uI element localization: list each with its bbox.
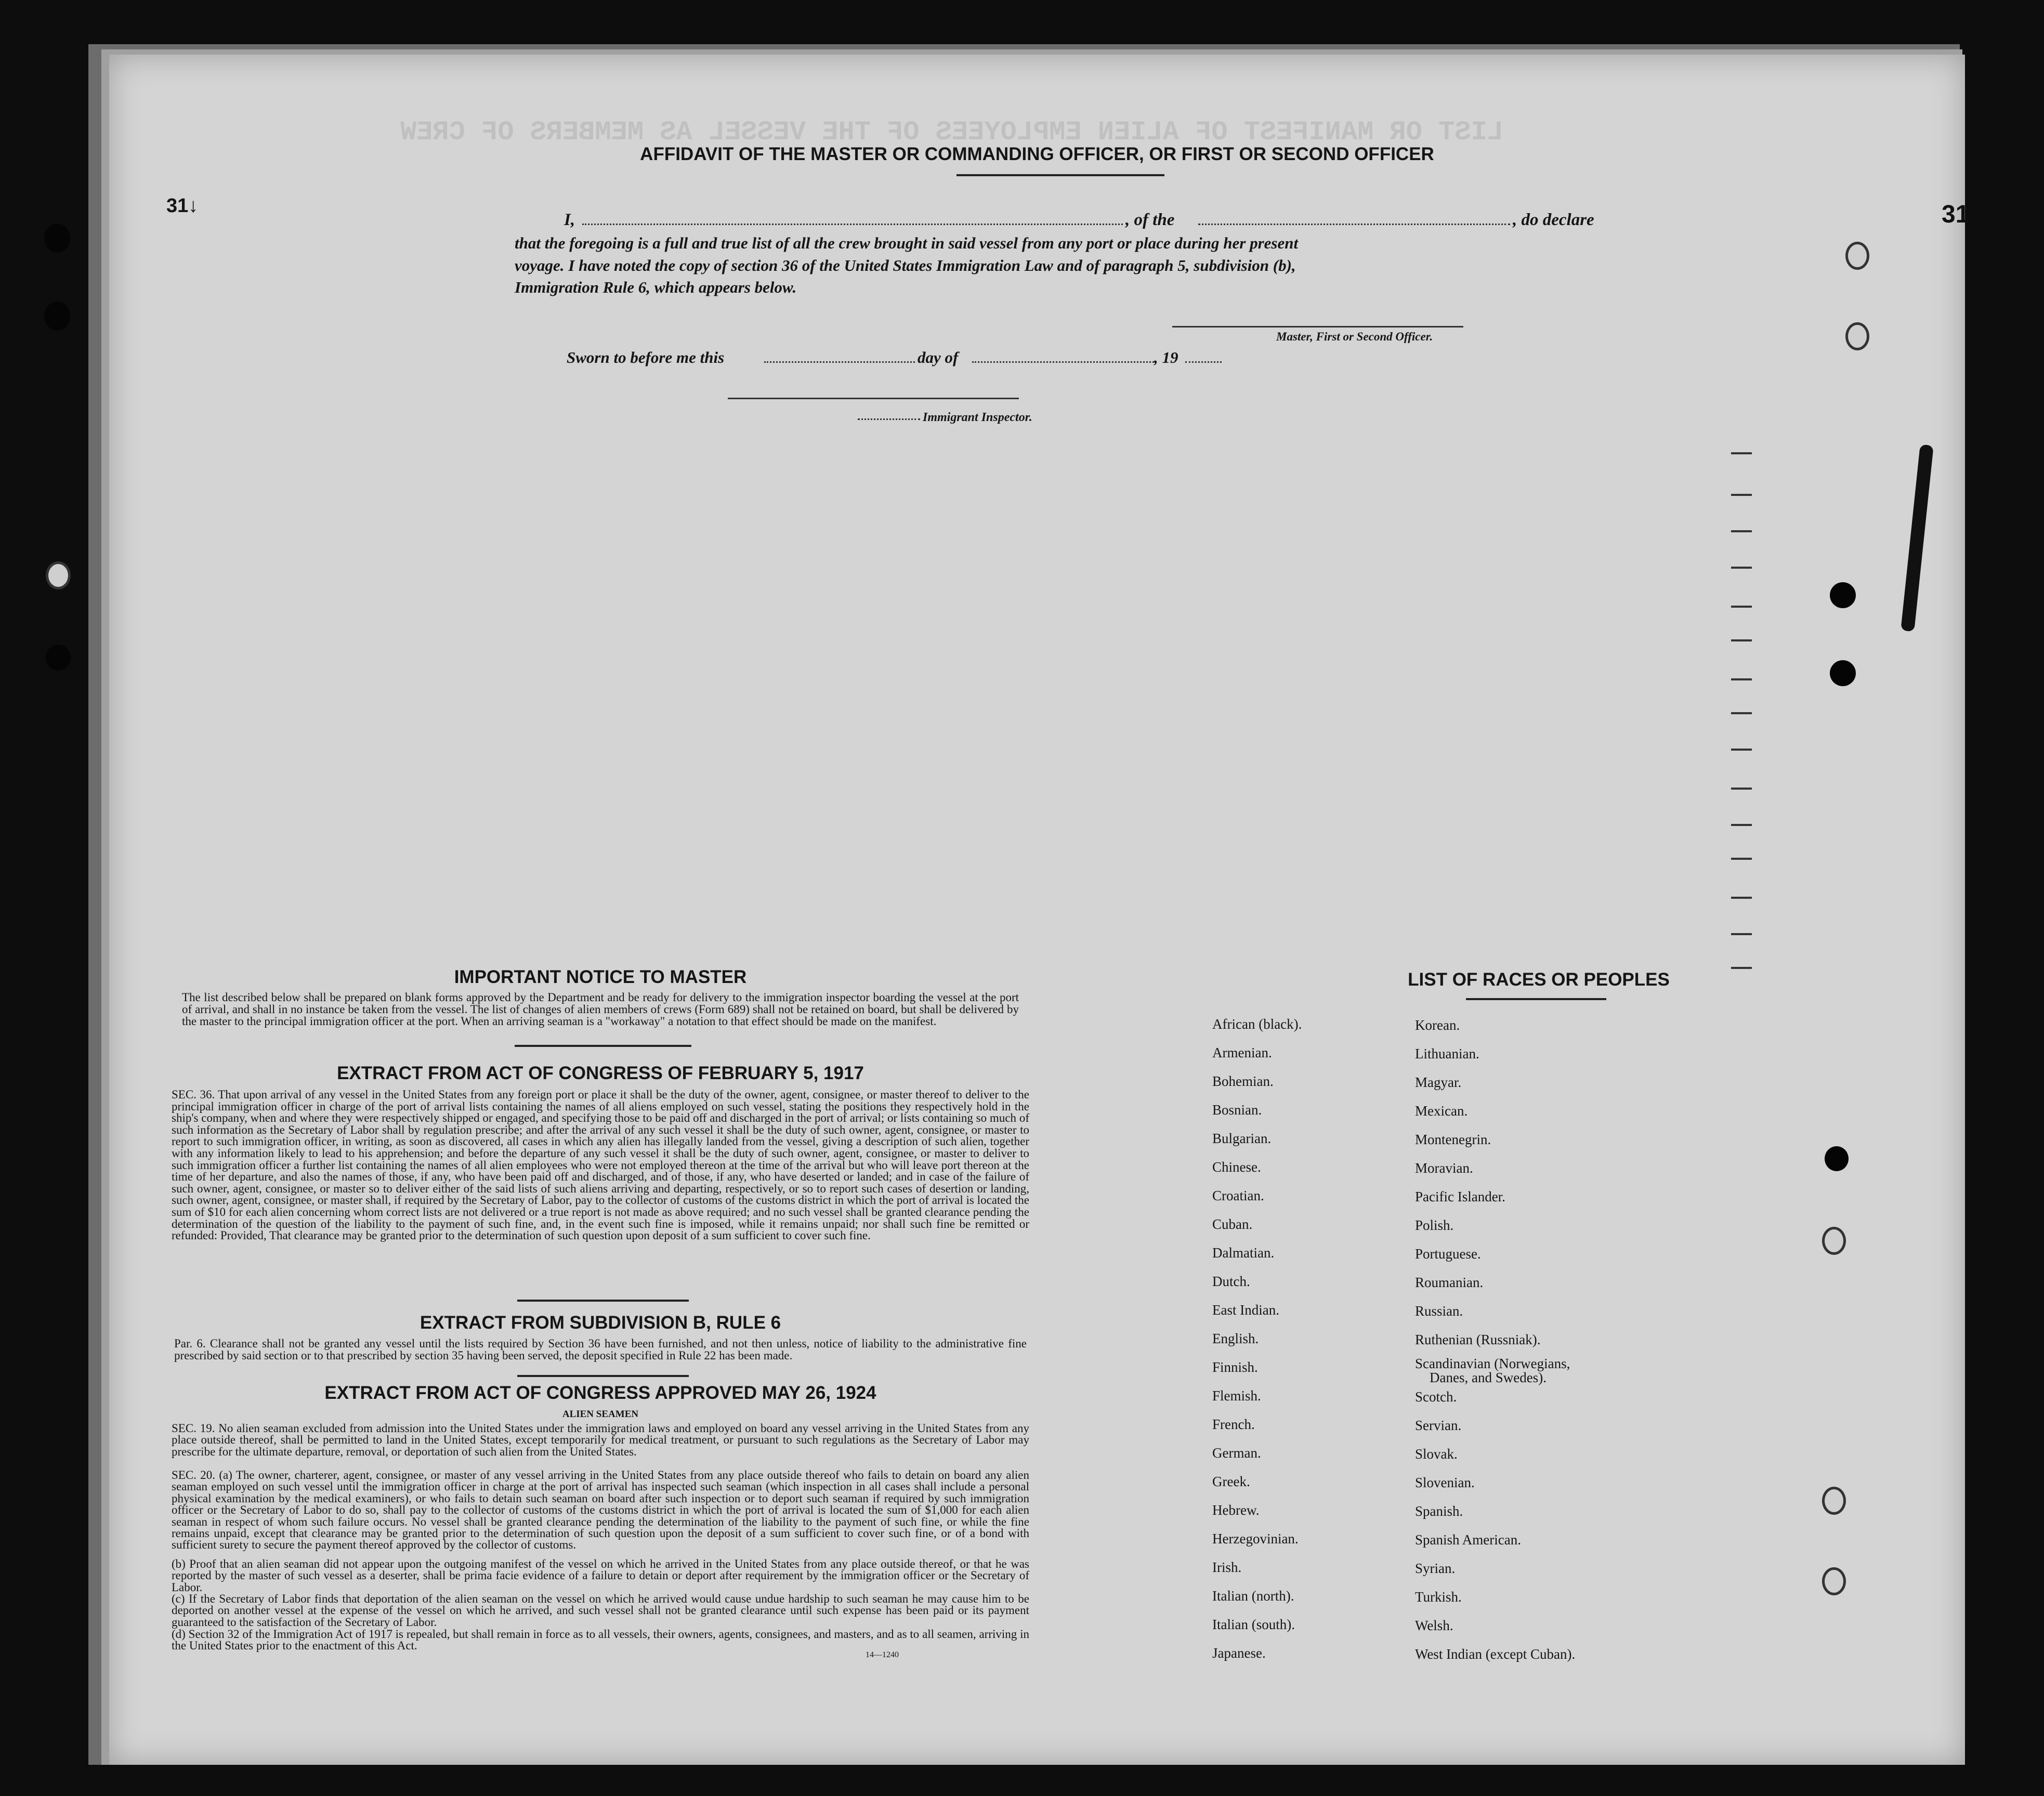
affidavit-i: I, [564, 211, 575, 229]
race-right-item: Lithuanian. [1415, 1046, 1479, 1061]
race-right-item: Moravian. [1415, 1160, 1473, 1176]
race-left-item: Bosnian. [1212, 1102, 1262, 1118]
race-right-item: Mexican. [1415, 1103, 1468, 1119]
race-left-item: Italian (south). [1212, 1617, 1295, 1632]
inspector-signature-line[interactable] [728, 398, 1019, 399]
race-left-item: Armenian. [1212, 1045, 1272, 1060]
race-left-item: German. [1212, 1445, 1261, 1461]
manifest-page [109, 55, 1970, 1765]
margin-dash [1731, 967, 1752, 969]
race-right-item: Korean. [1415, 1017, 1460, 1033]
margin-dash [1731, 639, 1752, 641]
race-left-item: Dalmatian. [1212, 1245, 1275, 1261]
race-right-item: Russian. [1415, 1303, 1463, 1319]
master-signature-label: Master, First or Second Officer. [1276, 330, 1433, 343]
race-right-item-continued: Danes, and Swedes). [1430, 1370, 1547, 1385]
race-right-item: Portuguese. [1415, 1246, 1481, 1262]
race-right-item: Servian. [1415, 1418, 1462, 1433]
race-left-item: English. [1212, 1331, 1259, 1346]
extract-1924-sec20c: (c) If the Secretary of Labor finds that deportation of the alien seaman on the vessel on which he arrived would cause undue hardship to such seaman he may cause him to be deported on another vessel at the expense of the vessel on which he arrived, and such vessel shall not be granted clearance until such expense has been paid or its payment guaranteed to the satisfaction of the Secretary of Labor. [172, 1592, 1029, 1629]
race-left-item: Finnish. [1212, 1359, 1258, 1375]
race-left-item: Greek. [1212, 1474, 1250, 1489]
binder-hole-right [1822, 1567, 1846, 1595]
binder-hole-right [1845, 322, 1869, 350]
affidavit-declare: , do declare [1513, 211, 1594, 229]
sworn-year-field[interactable] [1185, 361, 1222, 363]
race-left-item: Flemish. [1212, 1388, 1261, 1404]
race-left-item: Hebrew. [1212, 1502, 1260, 1518]
sworn-month-field[interactable] [972, 361, 1154, 363]
extract-1924-title: EXTRACT FROM ACT OF CONGRESS APPROVED MAY 26, 1924 [324, 1383, 876, 1403]
margin-dash [1731, 494, 1752, 496]
binder-hole-right [1822, 1227, 1846, 1255]
margin-dash [1731, 897, 1752, 899]
affidavit-body-line4: Immigration Rule 6, which appears below. [515, 278, 797, 296]
race-left-item: Herzegovinian. [1212, 1531, 1299, 1546]
race-left-item: Chinese. [1212, 1159, 1261, 1175]
sworn-year-prefix: , 19 [1154, 348, 1178, 366]
binder-hole-left [44, 301, 70, 331]
race-left-item: Croatian. [1212, 1188, 1264, 1203]
margin-pen-stroke [1901, 444, 1933, 632]
affidavit-body-line3: voyage. I have noted the copy of section 36 of the United States Immigration Law and of paragraph 5, subdivision (b), [515, 256, 1296, 274]
binder-hole-right [1845, 242, 1869, 270]
margin-dash [1731, 749, 1752, 751]
race-left-item: Bohemian. [1212, 1073, 1274, 1089]
race-right-item: Spanish American. [1415, 1532, 1521, 1548]
margin-dash [1731, 606, 1752, 608]
race-right-item: Spanish. [1415, 1503, 1463, 1519]
margin-dash [1731, 452, 1752, 454]
affidavit-title: AFFIDAVIT OF THE MASTER OR COMMANDING OFFICER, OR FIRST OR SECOND OFFICER [640, 144, 1434, 164]
extract-1924-sec20a: SEC. 20. (a) The owner, charterer, agent, consignee, or master of any vessel arriving in the United States from any place outside thereof who fails to detain on board any alien seaman employed on such vessel until the immigration officer in charge at the port of arrival has inspected such seaman (which inspection in all cases shall include a personal physical examination by the medical examiners), or who fails to detain such seaman on board after such inspection or to deport such seaman if required by such immigration officer or the Secretary of Labor to do so, shall pay to the collector of customs of the customs district in which the port of arrival is located the sum of $1,000 for each alien seaman in respect of whom such failure occurs. No vessel shall be granted clearance pending the determination of the liability to the payment of such fine, or while the fine remains unpaid, except that clearance may be granted prior to the determination of such question upon the deposit of a sum sufficient to cover such fine, or of a bond with sufficient surety to secure the payment thereof approved by the collector of customs. [172, 1469, 1029, 1552]
extract-rule6-title: EXTRACT FROM SUBDIVISION B, RULE 6 [420, 1313, 781, 1333]
binder-hole-left [46, 645, 71, 671]
notice-rule [515, 1045, 691, 1047]
extract-1917-rule [517, 1300, 689, 1302]
race-right-item: Turkish. [1415, 1589, 1462, 1605]
margin-mark: 31↓ [166, 195, 199, 217]
race-left-item: African (black). [1212, 1016, 1302, 1032]
extract-1924-sec19: SEC. 19. No alien seaman excluded from admission into the United States under the immigration laws and employed on board any vessel arriving in the United States from any place outside thereof, shall be permitted to land in the United States, except temporarily for medical treatment, or pursuant to such regulations as the Secretary of Labor may prescribe for the ultimate departure, removal, or deportation of such alien from the United States. [172, 1422, 1029, 1458]
binder-hole-right [1822, 1487, 1846, 1515]
race-right-item: Montenegrin. [1415, 1132, 1491, 1147]
race-right-item: Welsh. [1415, 1618, 1453, 1633]
officer-name-field[interactable] [582, 224, 1123, 225]
sworn-day-of: day of [918, 348, 959, 366]
extract-1924-subtitle: ALIEN SEAMEN [562, 1409, 639, 1420]
margin-dash [1731, 858, 1752, 860]
vessel-name-field[interactable] [1198, 224, 1510, 225]
race-right-item: Polish. [1415, 1217, 1454, 1233]
margin-dash [1731, 824, 1752, 826]
inspector-label: Immigrant Inspector. [923, 411, 1032, 424]
affidavit-rule [957, 174, 1164, 176]
race-right-item: Ruthenian (Russniak). [1415, 1332, 1541, 1347]
race-right-item: Pacific Islander. [1415, 1189, 1505, 1204]
race-left-item: Italian (north). [1212, 1588, 1294, 1604]
race-left-item: Irish. [1212, 1559, 1242, 1575]
notice-text: The list described below shall be prepared on blank forms approved by the Department and be ready for delivery to the immigration inspector boarding the vessel at the port of arrival, and shall in no instance be taken from the vessel. The list of changes of alien members of crews (Form 689) shall not be retained on board, but shall be delivered by the master to the principal immigration officer at the port. When an arriving seaman is a "workaway" a notation to that effect should be made on the manifest. [182, 991, 1019, 1028]
extract-1924-sec20d: (d) Section 32 of the Immigration Act of 1917 is repealed, but shall remain in force as to all vessels, their owners, agents, consignees, and masters, and as to all seamen, arriving in the United States prior to the enactment of this Act. [172, 1628, 1029, 1653]
sworn-day-field[interactable] [764, 361, 915, 363]
race-right-item: Scandinavian (Norwegians, [1415, 1356, 1570, 1371]
margin-dash [1731, 567, 1752, 569]
notice-title: IMPORTANT NOTICE TO MASTER [454, 967, 747, 987]
extract-1924-sec20b: (b) Proof that an alien seaman did not appear upon the outgoing manifest of the vessel on which he arrived in the United States from any place outside thereof, or that he was reported by the master of such vessel as a deserter, shall be prima facie evidence of a failure to detain or deport after requirement by the immigration officer or the Secretary of Labor. [172, 1557, 1029, 1594]
extract-1917-title: EXTRACT FROM ACT OF CONGRESS OF FEBRUARY 5, 1917 [337, 1063, 864, 1083]
races-title: LIST OF RACES OR PEOPLES [1408, 969, 1670, 990]
race-left-item: French. [1212, 1417, 1255, 1432]
extract-rule6-rule [517, 1375, 689, 1377]
race-left-item: Cuban. [1212, 1216, 1253, 1232]
inspector-dots [858, 418, 920, 420]
margin-dash [1731, 678, 1752, 680]
margin-dash [1731, 530, 1752, 532]
race-left-item: East Indian. [1212, 1302, 1279, 1318]
binder-hole-left [46, 561, 71, 589]
affidavit-body-line2: that the foregoing is a full and true list of all the crew brought in said vessel from any port or place during her present [515, 234, 1299, 252]
binder-hole-left [44, 224, 70, 253]
race-left-item: Dutch. [1212, 1274, 1250, 1289]
races-rule [1466, 998, 1606, 1000]
binder-hole-right [1825, 1146, 1849, 1171]
affidavit-of-the: , of the [1125, 211, 1175, 229]
master-signature-line[interactable] [1172, 326, 1463, 327]
race-right-item: Slovenian. [1415, 1475, 1475, 1490]
extract-1917-text: SEC. 36. That upon arrival of any vessel in the United States from any foreign port or place it shall be the duty of the owner, agent, consignee, or master thereof to deliver to the principal immigration officer in charge of the port of arrival lists containing the names of all aliens employed on such vessel, stating the positions they respectively hold in the ship's company, when and where they were respectively shipped or engaged, and specifying those to be paid off and discharged in the port of arrival; or lists containing so much of such information as the Secretary of Labor shall by regulation prescribe; and after the arrival of any such vessel it shall be the duty of such owner, agent, consignee, or master to report to such immigration officer, in writing, as soon as discovered, all cases in which any alien has illegally landed from the vessel, giving a description of such alien, together with any information likely to lead to his apprehension; and before the departure of any such vessel it shall be the duty of such owner, agent, consignee, or master to deliver to such immigration officer a further list containing the names of all alien employees who were not employed thereon at the time of the arrival but who will leave port thereon at the time of her departure, and also the names of those, if any, who have been paid off and discharged, and of those, if any, who have deserted or landed; and in case of the failure of such owner, agent, consignee, or master so to deliver either of the said lists of such aliens arriving and departing, respectively, or so to report such cases of desertion or landing, such owner, agent, consignee, or master shall, if required by the Secretary of Labor, pay to the collector of customs of the customs district in which the port of arrival is located the sum of $10 for each alien concerning whom correct lists are not delivered or a true report is not made as above required; and no such vessel shall be granted clearance pending the determination of the question of the liability to the payment of such fine, and, in the event such fine is imposed, while it remains unpaid; nor shall such fine be remitted or refunded: Provided, That clearance may be granted prior to the determination of such question upon deposit of a sum sufficient to cover such fine. [172, 1088, 1029, 1242]
margin-dash [1731, 712, 1752, 714]
show-through-title: LIST OR MANIFEST OF ALIEN EMPLOYEES OF THE VESSEL AS MEMBERS OF CREW [400, 117, 1503, 148]
binder-hole-right [1830, 660, 1856, 686]
binder-hole-right [1830, 582, 1856, 608]
form-code: 14—1240 [866, 1650, 899, 1659]
page-number: 31 [1942, 201, 1970, 228]
margin-dash [1731, 788, 1752, 790]
race-right-item: Slovak. [1415, 1446, 1458, 1462]
race-left-item: Japanese. [1212, 1645, 1266, 1661]
sworn-text: Sworn to before me this [567, 348, 725, 366]
race-left-item: Bulgarian. [1212, 1131, 1272, 1146]
extract-rule6-text: Par. 6. Clearance shall not be granted any vessel until the lists required by Section 36 have been furnished, and not then unless, notice of liability to the administrative fine prescribed by said section or to that prescribed by section 35 having been served, the deposit specified in Rule 22 has been made. [174, 1337, 1027, 1362]
race-right-item: West Indian (except Cuban). [1415, 1646, 1576, 1662]
race-right-item: Scotch. [1415, 1389, 1457, 1405]
race-right-item: Syrian. [1415, 1561, 1456, 1576]
race-right-item: Roumanian. [1415, 1275, 1484, 1290]
race-right-item: Magyar. [1415, 1074, 1462, 1090]
margin-dash [1731, 933, 1752, 935]
